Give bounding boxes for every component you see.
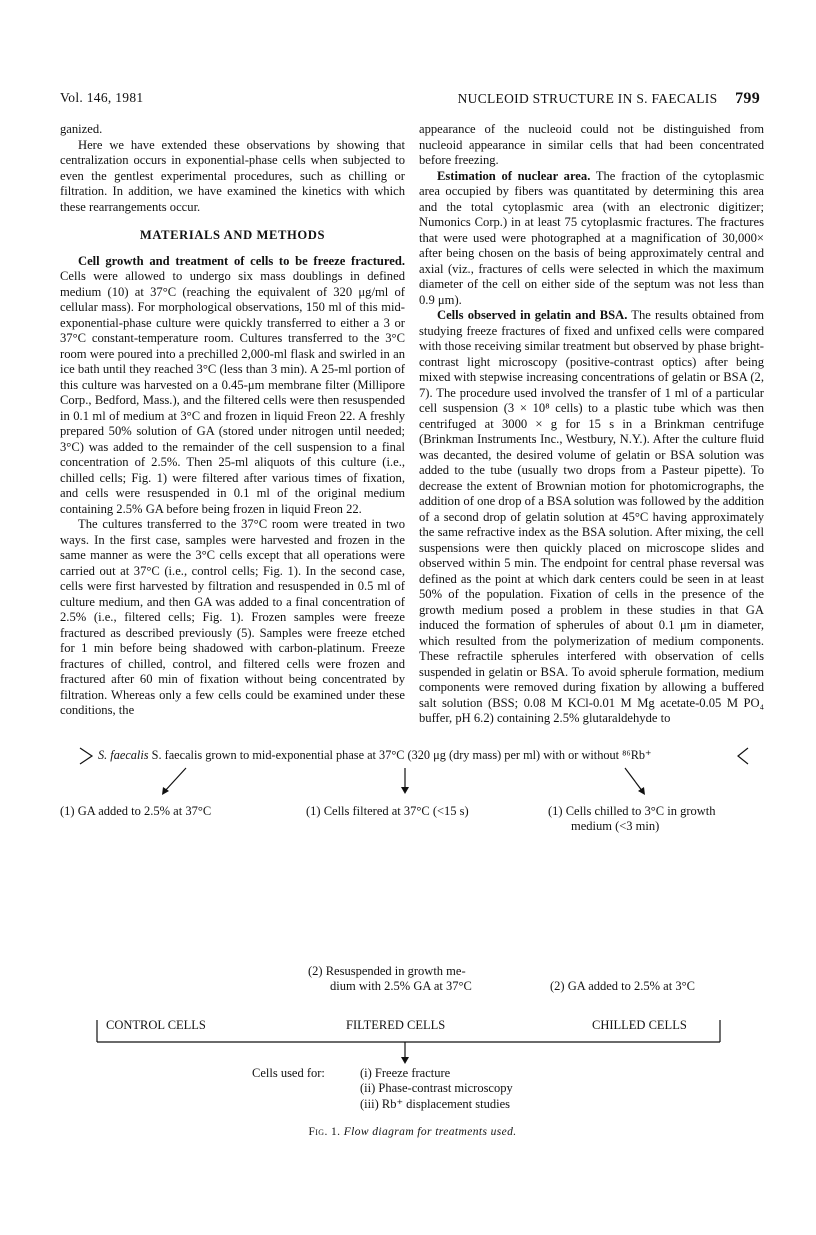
- diagram-top-text-body: S. faecalis grown to mid-exponential phase at 37°C (320 μg (dry mass) per ml) with or without ⁸⁶Rb⁺: [151, 748, 652, 762]
- paragraph-body: The results obtained from studying freeze fractures of fixed and unfixed cells were compared with those receiving similar treatment but observed by phase bright-contrast light microscopy (positive-contrast optics) after being mixed with stepwise increasing concentrations of gelatin or BSA (2, 7). The procedure used involved the transfer of 1 ml of a particular cell suspension (3 × 10⁸ cells) to a plastic tube which was then centrifuged at 3000 × g for 15 s in a Brinkman centrifuge (Brinkman Instruments Inc., Westbury, N.Y.). After the culture fluid was decanted, the desired volume of gelatin or BSA solution was added to the tube (usually two drops from a Pasteur pipette). To decrease the extent of Brownian motion for photomicrographs, the addition of one drop of a BSA solution was followed by the addition of a second drop of gelatin solution at 45°C having approximately the same refractive index as the BSA solution. After mixing, the cell suspensions were then quickly placed on microscope slides and observed within 5 min. The endpoint for central phase reversal was defined as the point at which dark centers could be seen in at least 50% of the population. Fixation of cells in the presence of the growth medium posed a problem in these studies in that GA induced the formation of spherules of about 0.1 μm in diameter, which resulted from the polymerization of medium components. These refractile spherules interfered with observation of cells suspended in gelatin or BSA. To avoid spherule formation, medium components were removed during fixation by allowing a buffered salt solution (BSS; 0.08 M KCl-0.01 M Mg acetate-0.05 M PO₄ buffer, pH 6.2) containing 2.5% glutaraldehyde to: [419, 308, 765, 725]
- running-header: [60, 90, 760, 110]
- list-item: (iii) Rb⁺ displacement studies: [360, 1097, 510, 1111]
- paragraph-lead: Cells observed in gelatin and BSA.: [437, 308, 628, 322]
- paragraph: [419, 308, 764, 727]
- figure-caption: [60, 1126, 765, 1138]
- paragraph-lead: Estimation of nuclear area.: [437, 168, 591, 183]
- paragraph: [419, 169, 764, 309]
- right-branch-step-2: (2) GA added to 2.5% at 3°C: [550, 979, 695, 993]
- paragraph-body: The fraction of the cytoplasmic area occupied by fibers was quantitated by determining this area and the total cytoplasmic area (with an electronic digitizer; Numonics Corp.) in at least 75 cytoplasmic fractures. The fractures that were used were photographed at a magnification of 30,000× after being chosen on the basis of being approximately central and axial (viz., fractures of cells were selected in which the maximum diameter of the cell on either side of the septum was not less than 0.9 μm).: [419, 168, 764, 307]
- running-title: NUCLEOID STRUCTURE IN S. FAECALIS: [457, 91, 718, 106]
- figure-flow-diagram: [60, 736, 765, 1176]
- right-branch-step-1a: (1) Cells chilled to 3°C in growth: [548, 804, 716, 818]
- arrow-mid-head: [401, 787, 409, 794]
- running-title-group: [458, 90, 760, 108]
- label-chilled-cells: CHILLED CELLS: [592, 1018, 687, 1032]
- top-bracket-left: [80, 748, 92, 764]
- arrow-left-line: [164, 768, 186, 792]
- caption-label: Fig. 1.: [308, 1126, 341, 1138]
- right-branch-step-1b: medium (<3 min): [571, 819, 660, 833]
- mid-branch-step-2b: dium with 2.5% GA at 37°C: [330, 979, 472, 993]
- top-bracket-right: [738, 748, 748, 764]
- list-item: (ii) Phase-contrast microscopy: [360, 1081, 513, 1095]
- left-column: [60, 122, 405, 719]
- arrow-right-head: [638, 787, 645, 795]
- list-item: (i) Freeze fracture: [360, 1066, 451, 1080]
- diagram-top-text: S. faecalis S. faecalis grown to mid-exponential phase at 37°C (320 μg (dry mass) per ml) with or without ⁸⁶Rb⁺: [98, 748, 652, 762]
- right-column: [419, 122, 764, 727]
- paragraph: [60, 254, 405, 518]
- mid-branch-step-2a: (2) Resuspended in growth me-: [308, 964, 466, 978]
- volume-label: Vol. 146, 1981: [60, 90, 144, 105]
- paragraph: ganized.: [60, 122, 103, 136]
- label-control-cells: CONTROL CELLS: [106, 1018, 206, 1032]
- caption-text: Flow diagram for treatments used.: [343, 1126, 517, 1138]
- paragraph: Here we have extended these observations by showing that centralization occurs in exponential-phase cells when subjected to even the gentlest experimental procedures, such as chilling or filtration. In addition, we have examined the kinetics with which these rearrangements occur.: [60, 137, 405, 214]
- arrow-down-head: [401, 1057, 409, 1064]
- paragraph: The cultures transferred to the 37°C room were treated in two ways. In the first case, samples were harvested and frozen in the same manner as were the 3°C cells except that all operations were carried out at 37°C (i.e., control cells; Fig. 1). In the second case, cells were first harvested by filtration and resuspended in 0.5 ml of culture medium, and then GA was added to a final concentration of 2.5% (i.e., filtered cells; Fig. 1). Frozen samples were freeze fractured as described previously (5). Samples were freeze etched for 1 min before being shadowed with carbon-platinum. Freeze fractures of chilled, control, and filtered cells were frozen and fractured after 60 min of fixation without being concentrated by filtration. Whereas only a few cells could be examined under these conditions, the: [60, 517, 405, 717]
- section-heading: MATERIALS AND METHODS: [139, 228, 326, 242]
- left-branch-step-1: (1) GA added to 2.5% at 37°C: [60, 804, 212, 818]
- arrow-right-line: [625, 768, 643, 792]
- paragraph-body: Cells were allowed to undergo six mass doublings in defined medium (10) at 37°C (reaching the equivalent of 320 μg/ml of cellular mass). For morphological observations, 150 ml of this mid-exponential-phase culture were quickly transferred to either a 3 or 37°C constant-temperature room. Cultures transferred to the 3°C room were poured into a prechilled 2,000-ml flask and swirled in an ice bath until they reached 3°C (less than 3 min). A 25-ml portion of this culture was harvested on a 0.45-μm membrane filter (Millipore Corp., Bedford, Mass.), and the filtered cells were then resuspended in 0.1 ml of medium at 3°C and frozen in liquid Freon 22. A freshly prepared 50% solution of GA (stored under nitrogen until needed; 3°C) was added to the remainder of the cell suspension to a final concentration of 2.5%. Then 25-ml aliquots of this culture (i.e., chilled cells; Fig. 1) were filtered after various times of fixation, and cells were resuspended in 0.1 ml of the original medium containing 2.5% GA before being frozen in liquid Freon 22.: [60, 269, 405, 516]
- paragraph-lead: Cell growth and treatment of cells to be freeze fractured.: [78, 253, 405, 268]
- label-filtered-cells: FILTERED CELLS: [346, 1018, 446, 1032]
- cells-used-for-label: Cells used for:: [252, 1066, 325, 1080]
- mid-branch-step-1: (1) Cells filtered at 37°C (<15 s): [306, 804, 469, 818]
- paragraph: appearance of the nucleoid could not be distinguished from nucleoid appearance in similar cells that had been concentrated before freezing.: [419, 122, 764, 167]
- page-number: 799: [735, 90, 760, 107]
